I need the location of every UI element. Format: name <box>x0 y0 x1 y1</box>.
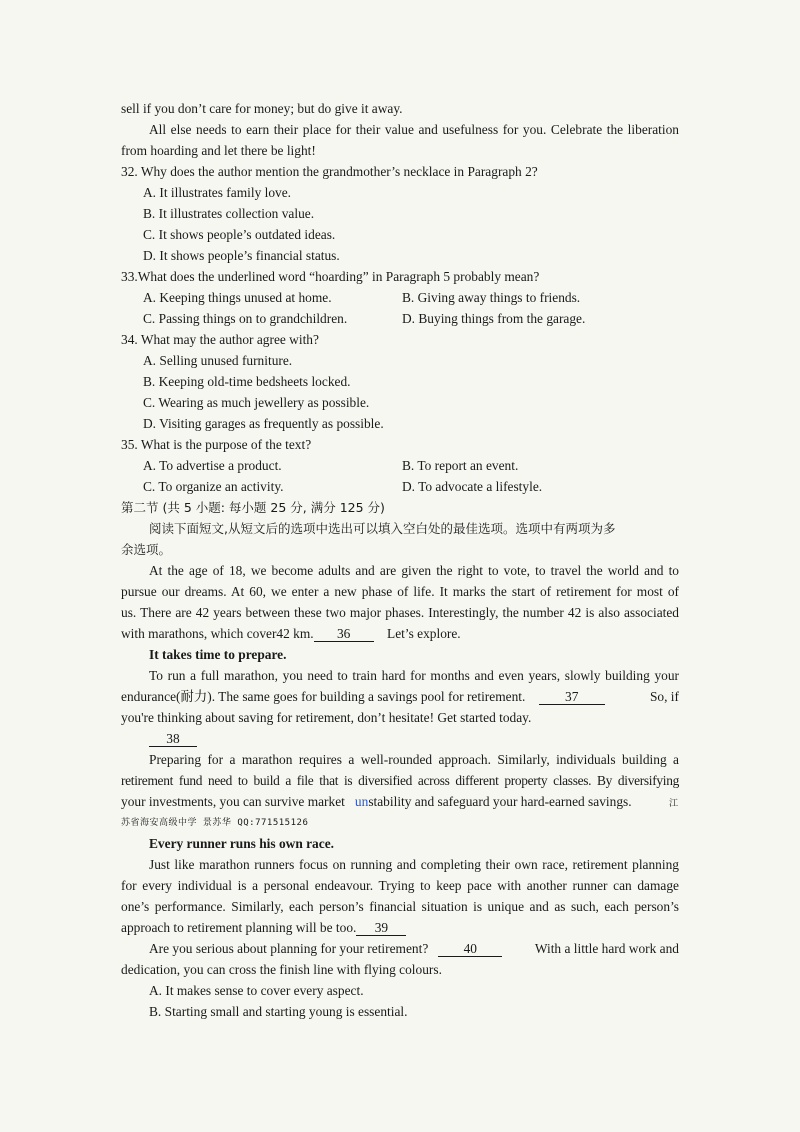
passage-line: Preparing for a marathon requires a well-rounded approach. Similarly, individuals building a <box>149 752 679 767</box>
passage-line: retirement fund need to build a file that is diversified across different property classes. By diversifying <box>121 773 679 788</box>
option: D. Visiting garages as frequently as possible. <box>143 416 384 431</box>
question-stem: 35. What is the purpose of the text? <box>121 437 312 452</box>
passage-line: pursue our dreams. At 60, we enter a new phase of life. It marks the start of retirement for most of <box>121 584 679 599</box>
answer-option: B. Starting small and starting young is essential. <box>149 1004 408 1019</box>
watermark: 苏省海安高级中学 景苏华 QQ:771515126 <box>121 818 309 828</box>
question-stem: 33.What does the underlined word “hoarding” in Paragraph 5 probably mean? <box>121 269 540 284</box>
passage-line <box>149 730 197 747</box>
passage-line <box>121 919 406 936</box>
question-stem: 34. What may the author agree with? <box>121 332 319 347</box>
subheading: Every runner runs his own race. <box>149 836 334 851</box>
option: A. To advertise a product. <box>143 458 282 473</box>
option: C. Wearing as much jewellery as possible. <box>143 395 370 410</box>
option: C. Passing things on to grandchildren. <box>143 311 348 326</box>
option: D. To advocate a lifestyle. <box>402 479 543 494</box>
blank-36: 36 <box>314 626 374 642</box>
blank-39: 39 <box>356 920 406 936</box>
passage-text: approach to retirement planning will be too. <box>121 920 357 935</box>
answer-option: A. It makes sense to cover every aspect. <box>149 983 364 998</box>
question-stem: 32. Why does the author mention the grandmother’s necklace in Paragraph 2? <box>121 164 538 179</box>
passage-line <box>121 688 679 705</box>
section-header: 第二节 (共 5 小题: 每小题 25 分, 满分 125 分) <box>121 500 385 515</box>
section-instructions: 余选项。 <box>121 542 172 557</box>
text-line: All else needs to earn their place for their value and usefulness for you. Celebrate the liberation <box>149 122 679 137</box>
text-line: sell if you don’t care for money; but do give it away. <box>121 101 403 116</box>
passage-text: stability and safeguard your hard-earned savings. <box>368 794 632 809</box>
passage-line <box>121 625 461 642</box>
passage-line: At the age of 18, we become adults and are given the right to vote, to travel the world and to <box>149 563 679 578</box>
option: B. It illustrates collection value. <box>143 206 315 221</box>
option: B. To report an event. <box>402 458 519 473</box>
passage-text: Let’s explore. <box>387 626 461 641</box>
passage-line <box>121 793 632 810</box>
passage-line: one’s performance. Similarly, each person’s financial situation is unique and as such, each person’s <box>121 899 679 914</box>
passage-line: To run a full marathon, you need to train hard for months and even years, slowly building your <box>149 668 679 683</box>
passage-line: you're thinking about saving for retirement, don’t hesitate! Get started today. <box>121 710 532 725</box>
option: D. Buying things from the garage. <box>402 311 586 326</box>
subheading: It takes time to prepare. <box>149 647 287 662</box>
passage-text: With a little hard work and <box>534 941 679 956</box>
passage-text: with marathons, which cover42 km. <box>121 626 314 641</box>
passage-text: your investments, you can survive market <box>121 794 345 809</box>
option: C. It shows people’s outdated ideas. <box>143 227 336 242</box>
option: A. It illustrates family love. <box>143 185 292 200</box>
option: B. Giving away things to friends. <box>402 290 581 305</box>
passage-text: Are you serious about planning for your retirement? <box>149 941 429 956</box>
option: A. Keeping things unused at home. <box>143 290 332 305</box>
highlight-text: un <box>354 794 369 809</box>
passage-text: So, if <box>649 689 679 704</box>
passage-line <box>149 940 679 957</box>
option: A. Selling unused furniture. <box>143 353 293 368</box>
passage-line: us. There are 42 years between these two major phases. Interestingly, the number 42 is also associated <box>121 605 679 620</box>
section-instructions: 阅读下面短文,从短文后的选项中选出可以填入空白处的最佳选项。选项中有两项为多 <box>149 521 616 536</box>
text-line: from hoarding and let there be light! <box>121 143 316 158</box>
option: C. To organize an activity. <box>143 479 284 494</box>
blank-40: 40 <box>438 941 502 957</box>
passage-line: dedication, you can cross the finish line with flying colours. <box>121 962 442 977</box>
option: D. It shows people’s financial status. <box>143 248 340 263</box>
passage-line: Just like marathon runners focus on running and completing their own race, retirement planning <box>149 857 679 872</box>
watermark: 江 <box>669 799 679 809</box>
passage-line: for every individual is a personal endeavour. Trying to keep pace with another runner can damage <box>121 878 679 893</box>
blank-38: 38 <box>149 731 197 747</box>
option: B. Keeping old-time bedsheets locked. <box>143 374 351 389</box>
passage-text: endurance(耐力). The same goes for building a savings pool for retirement. <box>121 689 526 704</box>
blank-37: 37 <box>539 689 605 705</box>
